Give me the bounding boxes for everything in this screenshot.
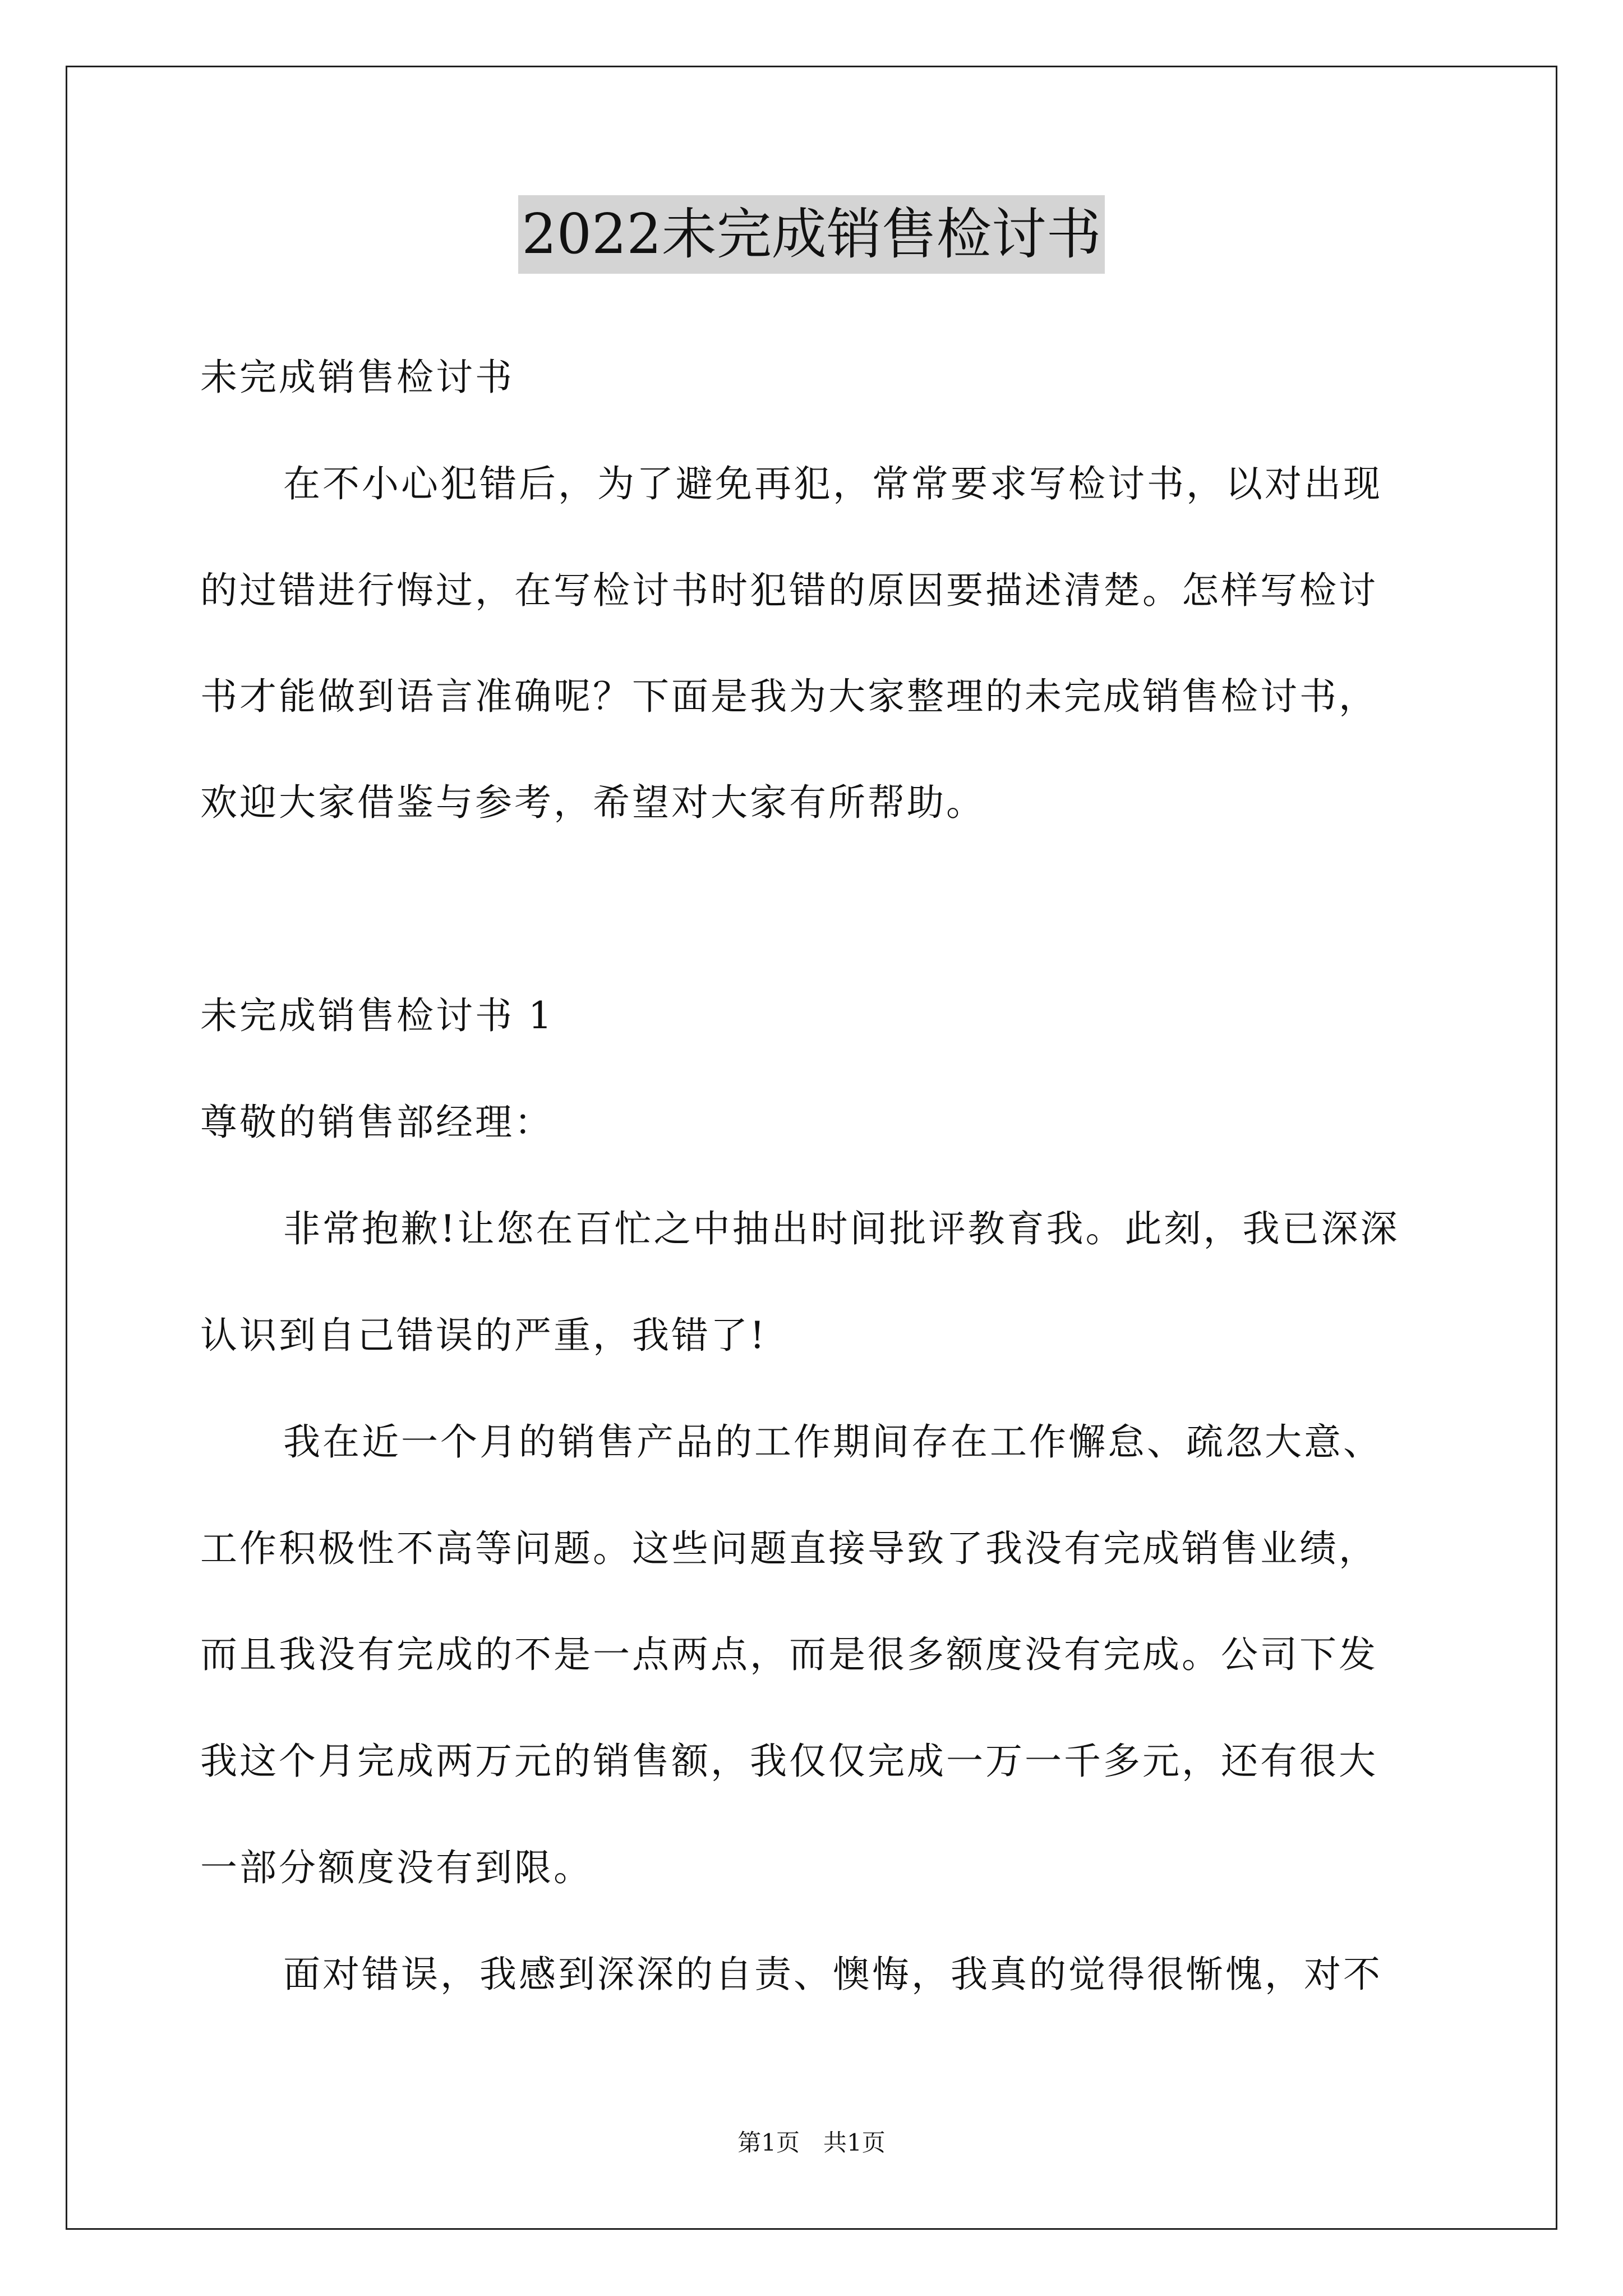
paragraph-line: 非常抱歉!让您在百忙之中抽出时间批评教育我。此刻，我已深深: [283, 1207, 1400, 1250]
paragraph-line: 而且我没有完成的不是一点两点，而是很多额度没有完成。公司下发: [200, 1633, 1378, 1676]
title-container: [0, 195, 1623, 274]
paragraph-line: 工作积极性不高等问题。这些问题直接导致了我没有完成销售业绩，: [200, 1527, 1378, 1570]
paragraph-line: 书才能做到语言准确呢？下面是我为大家整理的未完成销售检讨书，: [200, 675, 1378, 718]
section-heading: 未完成销售检讨书 1: [200, 994, 554, 1037]
section-heading: 未完成销售检讨书: [200, 356, 514, 399]
paragraph-line: 我在近一个月的销售产品的工作期间存在工作懈怠、疏忽大意、: [283, 1420, 1382, 1464]
page-footer: 第1页 共1页: [737, 2129, 886, 2156]
paragraph-line: 的过错进行悔过，在写检讨书时犯错的原因要描述清楚。怎样写检讨: [200, 569, 1378, 612]
paragraph-line: 在不小心犯错后，为了避免再犯，常常要求写检讨书，以对出现: [283, 462, 1382, 505]
paragraph-line: 我这个月完成两万元的销售额，我仅仅完成一万一千多元，还有很大: [200, 1740, 1378, 1783]
document-title: 2022未完成销售检讨书: [518, 195, 1104, 274]
salutation: 尊敬的销售部经理：: [200, 1101, 554, 1144]
paragraph-line: 一部分额度没有到限。: [200, 1846, 593, 1889]
paragraph-line: 欢迎大家借鉴与参考，希望对大家有所帮助。: [200, 781, 985, 824]
paragraph-line: 认识到自己错误的严重，我错了!: [200, 1314, 767, 1357]
paragraph-line: 面对错误，我感到深深的自责、懊悔，我真的觉得很惭愧，对不: [283, 1953, 1382, 1996]
